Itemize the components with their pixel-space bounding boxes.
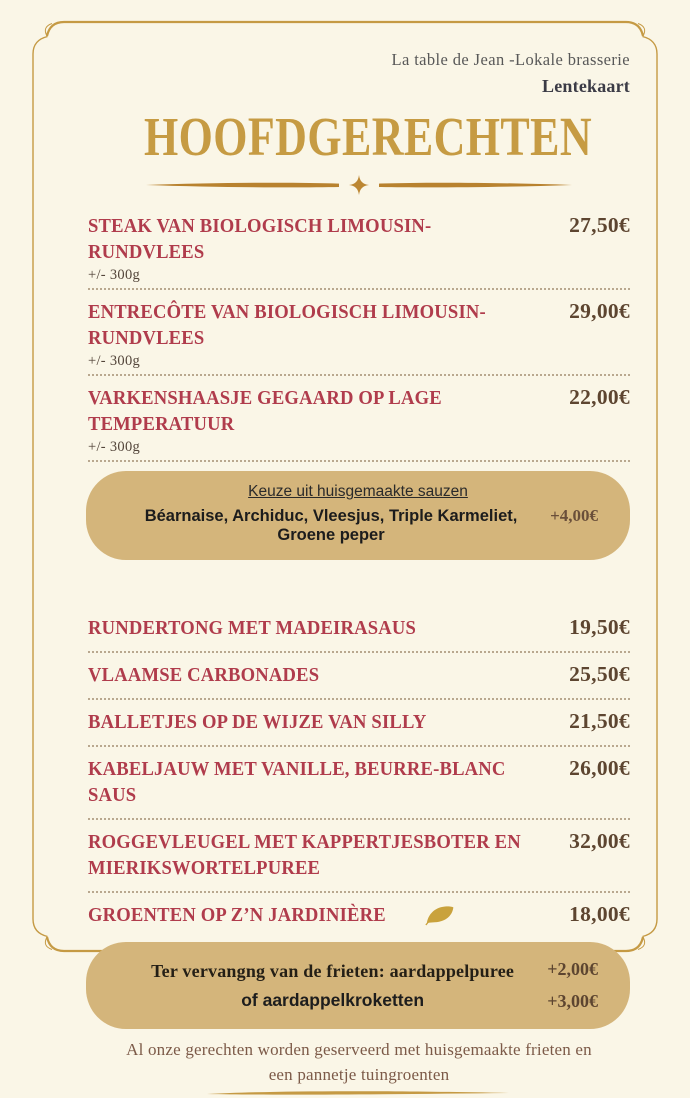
item-price: 25,50€ [569,662,630,687]
diamond-icon [349,175,369,195]
item-name: VARKENSHAASJE GEGAARD OP LAGE TEMPERATUUR [88,387,442,436]
item-price: 27,50€ [569,213,630,238]
title-divider [88,173,630,197]
item-name: GROENTEN OP Z’N JARDINIÈRE [88,904,386,927]
item-name: ROGGEVLEUGEL MET KAPPERTJESBOTER EN MIERIKSWORTELPUREE [88,831,521,880]
item-note: +/- 300g [88,267,141,284]
substitution-box [86,942,630,1029]
brand-name: La table de Jean -Lokale brasserie [391,50,630,69]
item-price: 29,00€ [569,299,630,324]
sauce-price: +4,00€ [550,506,598,526]
item-price: 32,00€ [569,829,630,854]
footer-swash-icon [204,1089,514,1098]
substitution-price-puree: +2,00€ [547,959,598,980]
item-name: ENTRECÔTE VAN BIOLOGISCH LIMOUSIN-RUNDVLEES [88,301,486,350]
divider-blade-right-icon [376,179,576,191]
menu-item [88,606,630,653]
sauce-box [86,471,630,560]
item-price: 21,50€ [569,709,630,734]
menu-item [88,653,630,700]
item-price: 18,00€ [569,902,630,927]
footer-line-2: een pannetje tuingroenten [268,1064,450,1084]
item-name: KABELJAUW MET VANILLE, BEURRE-BLANC SAUS [88,758,506,807]
grill-items-list [88,213,630,462]
menu-item [88,820,630,893]
item-price: 19,50€ [569,615,630,640]
season-label: Lentekaart [542,76,630,96]
main-items-list [88,606,630,938]
item-name: VLAAMSE CARBONADES [88,664,320,687]
item-name: RUNDERTONG MET MADEIRASAUS [88,617,417,640]
substitution-price-kroketten: +3,00€ [547,991,598,1012]
page-title: HOOFDGERECHTEN [144,106,593,167]
sauce-box-title: Keuze uit huisgemaakte sauzen [248,483,468,501]
item-price: 22,00€ [569,385,630,410]
substitution-line-2: of aardappelkroketten [241,989,425,1010]
item-name: BALLETJES OP DE WIJZE VAN SILLY [88,711,427,734]
substitution-line-1: Ter vervangng van de frieten: aardappelpuree [151,960,515,981]
sauce-options: Béarnaise, Archiduc, Vleesjus, Triple Karmeliet, Groene peper [144,507,518,545]
item-note: +/- 300g [88,353,141,370]
menu-item [88,700,630,747]
menu-item [88,213,630,290]
item-name: STEAK VAN BIOLOGISCH LIMOUSIN-RUNDVLEES [88,215,432,264]
item-note: +/- 300g [88,439,141,456]
item-price: 26,00€ [569,756,630,781]
header [88,0,630,97]
menu-item [88,299,630,376]
menu-item [88,747,630,820]
footer-note [88,1038,630,1086]
divider-blade-left-icon [142,179,342,191]
menu-item [88,385,630,462]
footer-line-1: Al onze gerechten worden geserveerd met huisgemaakte frieten en [126,1040,592,1060]
menu-item [88,893,630,938]
leaf-icon [424,904,456,927]
